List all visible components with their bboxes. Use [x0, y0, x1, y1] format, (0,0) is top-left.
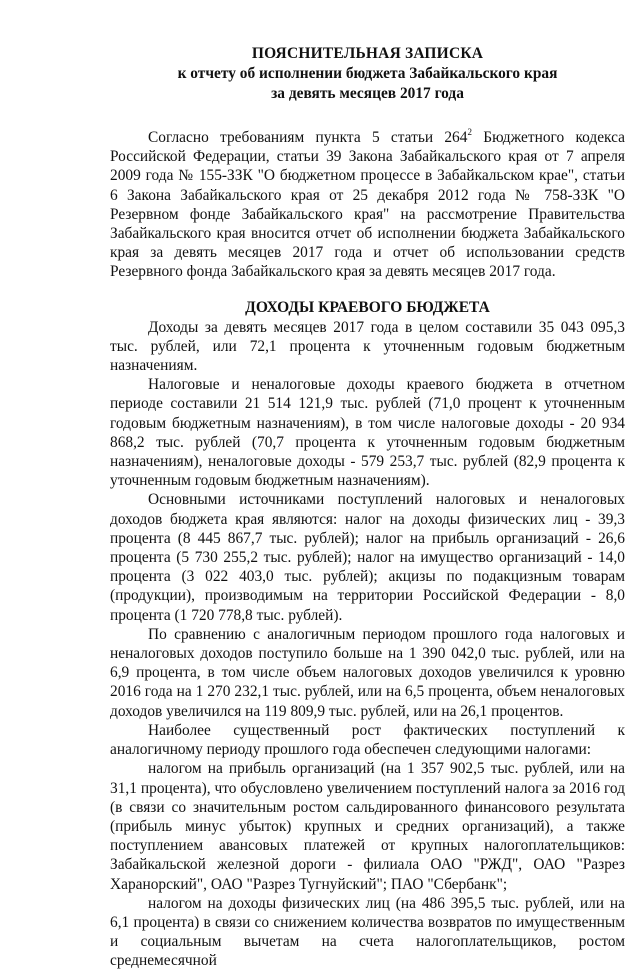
body-paragraph-1: Доходы за девять месяцев 2017 года в целом составили 35 043 095,3 тыс. рублей, или 72,1 процента к уточненным годовым бюджетным назначениям. — [110, 318, 625, 375]
body-paragraph-5: Наиболее существенный рост фактических поступлений к аналогичному периоду прошлого года обеспечен следующими налогами: — [110, 721, 625, 759]
body-paragraph-3: Основными источниками поступлений налоговых и неналоговых доходов бюджета края являются: налог на доходы физических лиц - 39,3 процента (8 445 867,7 тыс. рублей); налог на прибыль организаций - 26,6 процента (5 730 255,2 тыс. рублей); налог на имущество организаций - 14,0 процента (3 022 403,0 тыс. рублей); акцизы по подакцизным товарам (продукции), производимым на территории Российской Федерации - 8,0 процента (1 720 778,8 тыс. рублей). — [110, 491, 625, 624]
title-line-1: ПОЯСНИТЕЛЬНАЯ ЗАПИСКА — [251, 45, 484, 62]
intro-superscript: 2 — [467, 126, 472, 137]
intro-paragraph — [110, 128, 625, 282]
body-paragraph-4: По сравнению с аналогичным периодом прошлого года налоговых и неналоговых доходов поступило больше на 1 390 042,0 тыс. рублей, или на 6,9 процента, в том числе объем налоговых доходов увеличился к уровню 2016 года на 1 270 232,1 тыс. рублей, или на 6,5 процента, объем неналоговых доходов увеличился на 119 809,9 тыс. рублей, или на 26,1 процентов. — [110, 625, 625, 720]
body-paragraph-6: налогом на прибыль организаций (на 1 357 902,5 тыс. рублей, или на 31,1 процента), что обусловлено увеличением поступлений налога за 2016 год (в связи со значительным ростом сальдированного финансового результата (прибыль минус убыток) крупных и средних организаций), а также поступлением авансовых платежей от крупных налогоплательщиков: Забайкальской железной дороги - филиала ОАО "РЖД", ОАО "Разрез Харанорский", ОАО "Разрез Тугнуйский"; ПАО "Сбербанк"; — [110, 760, 625, 893]
body-paragraph-2: Налоговые и неналоговые доходы краевого бюджета в отчетном периоде составили 21 514 121,9 тыс. рублей (71,0 процент к уточненным годовым бюджетным назначениям), в том числе налоговые доходы - 20 934 868,2 тыс. рублей (70,7 процента к уточненным годовым бюджетным назначениям), неналоговые доходы - 579 253,7 тыс. рублей (82,9 процента к уточненным годовым бюджетным назначениям). — [110, 376, 625, 490]
title-line-2: к отчету об исполнении бюджета Забайкальского края — [177, 65, 558, 82]
body-paragraph-7: налогом на доходы физических лиц (на 486 395,5 тыс. рублей, или на 6,1 процента) в связи со снижением количества возвратов по имущественным и социальным вычетам на счета налогоплательщиков, ростом среднемесячной — [110, 894, 625, 970]
document-title — [110, 44, 625, 104]
intro-text-start: Согласно требованиям пункта 5 статьи 264 — [148, 129, 468, 146]
section-heading: ДОХОДЫ КРАЕВОГО БЮДЖЕТА — [245, 298, 490, 316]
intro-text-rest: Бюджетного кодекса Российской Федерации, статьи 39 Закона Забайкальского края от 7 апреля 2009 года № 155-ЗЗК "О бюджетном процессе в Забайкальском крае", статьи 6 Закона Забайкальского края от 25 декабря 2012 года № 758-ЗЗК "О Резервном фонде Забайкальского края" на рассмотрение Правительства Забайкальского края вносится отчет об исполнении бюджета Забайкальского края за девять месяцев 2017 года и отчет об использовании средств Резервного фонда Забайкальского края за девять месяцев 2017 года. — [110, 129, 625, 281]
title-line-3: за девять месяцев 2017 года — [271, 85, 464, 102]
document-page — [110, 44, 625, 971]
